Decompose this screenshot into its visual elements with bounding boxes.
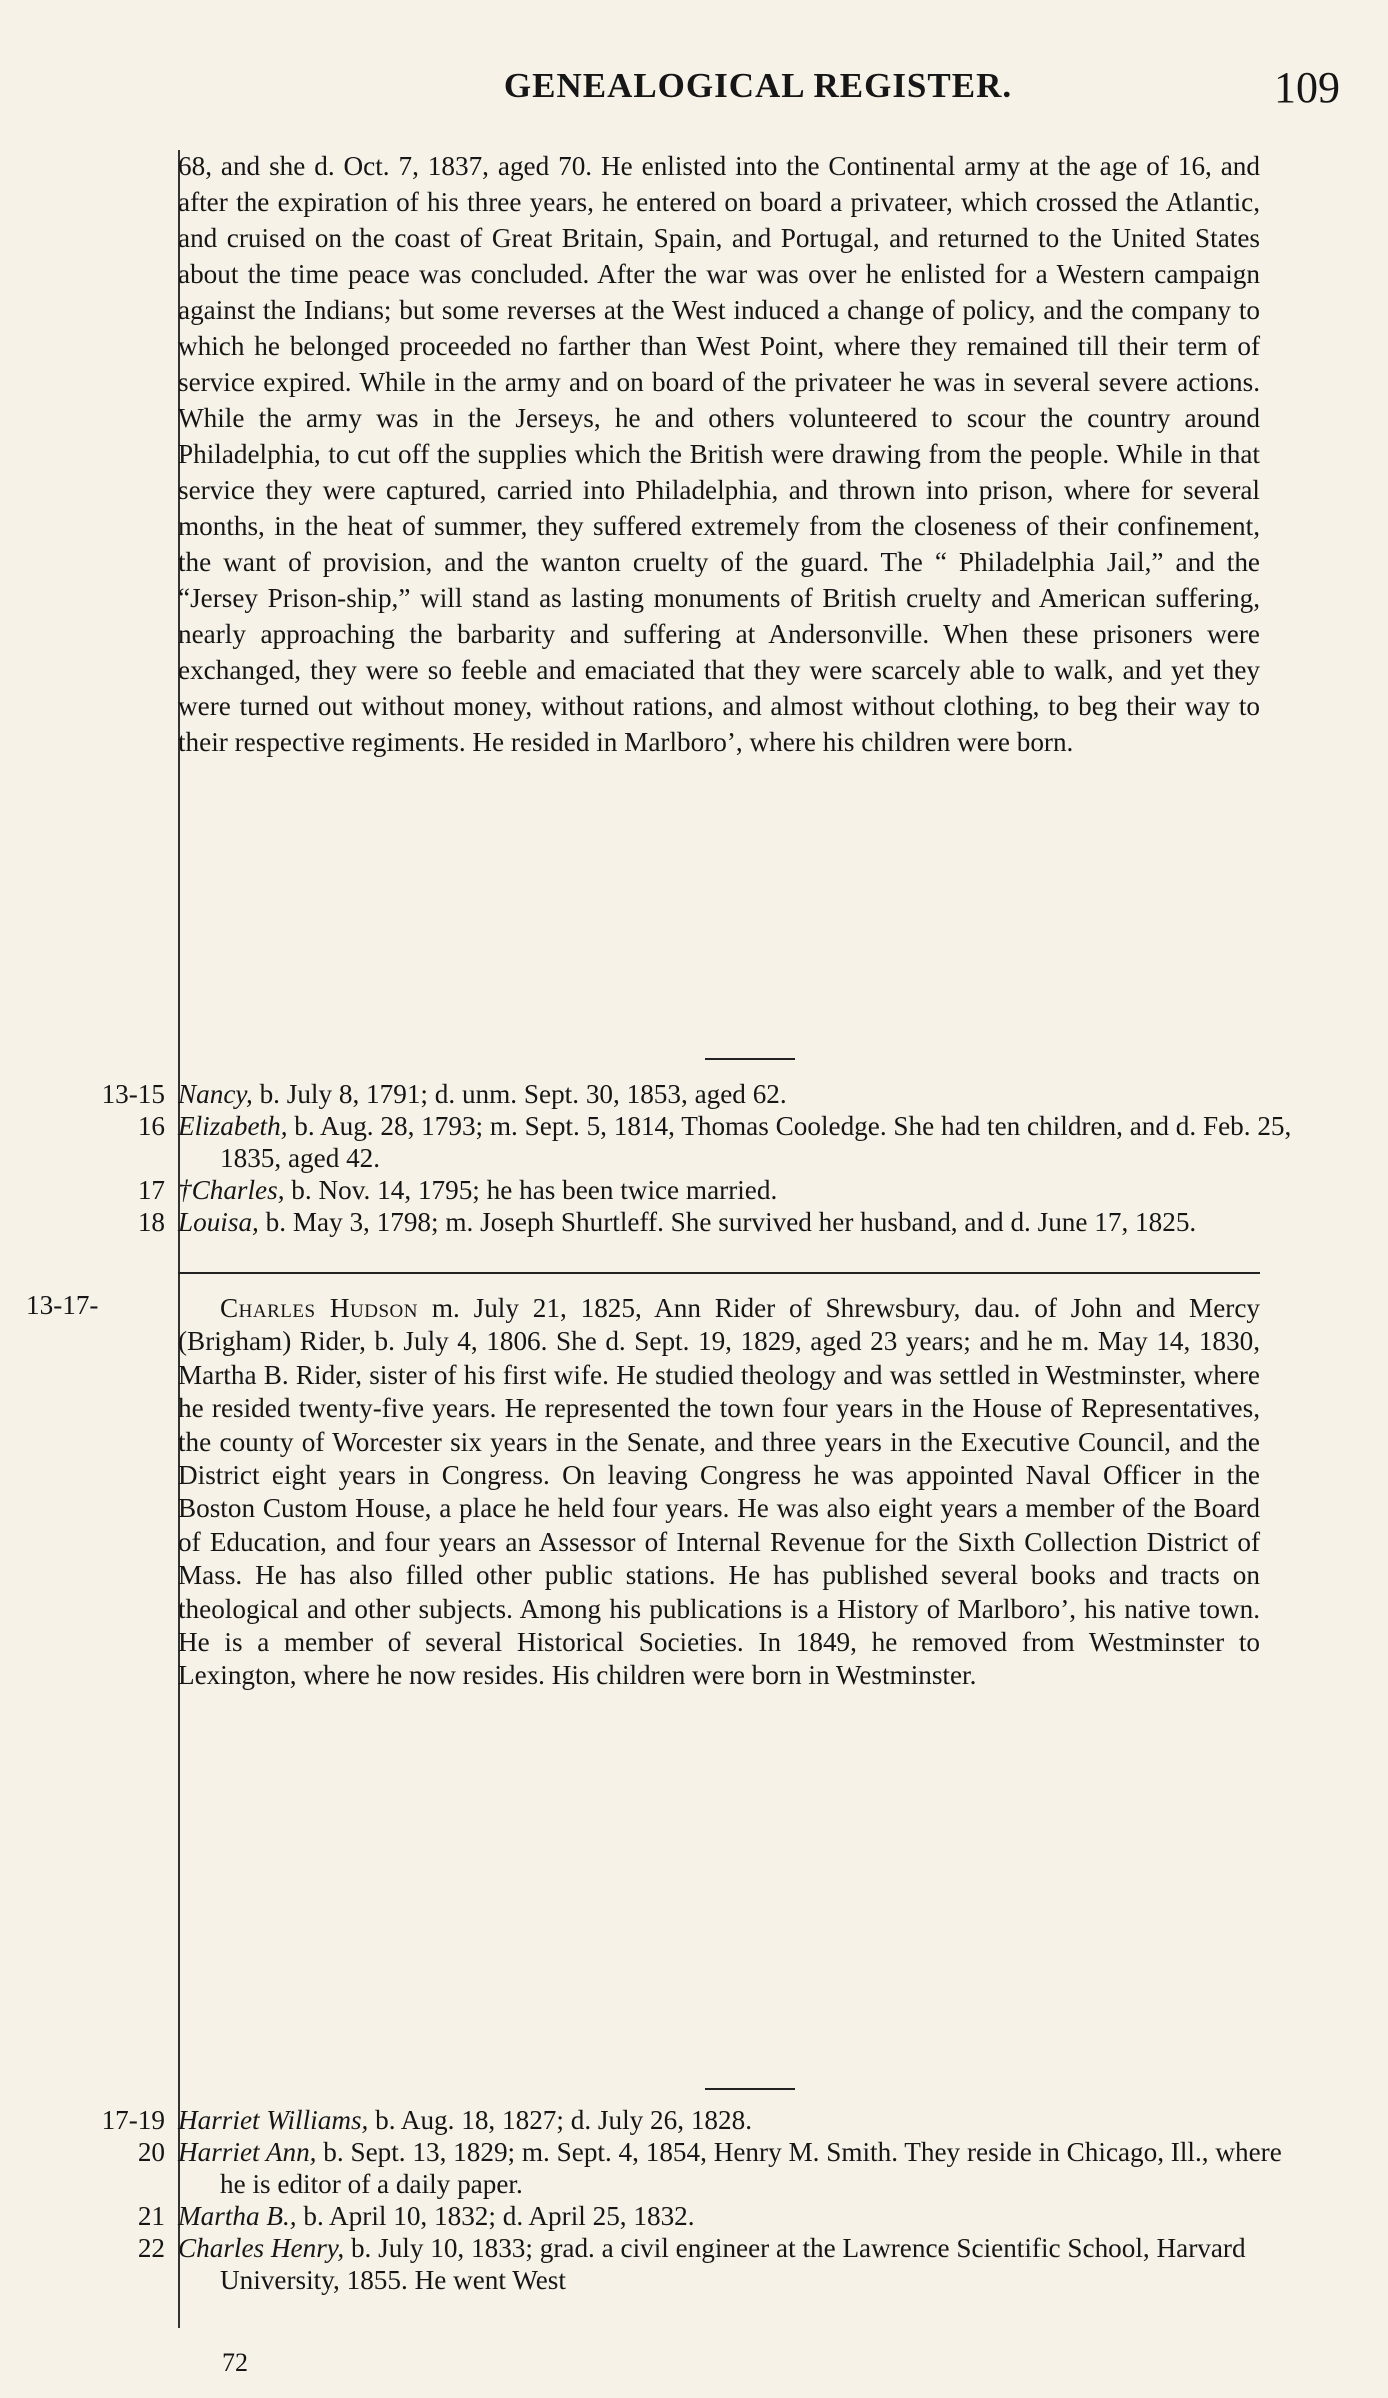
entry-number: 22	[137, 2233, 165, 2263]
entry-text: b. July 10, 1833; grad. a civil engineer at the Lawrence Scientific School, Harvard University, 1855. He went West	[220, 2233, 1246, 2295]
list-item	[0, 2232, 1388, 2296]
entry-name: Harriet Williams,	[178, 2105, 369, 2135]
entry-number: 17	[137, 1175, 165, 1205]
divider-short-2	[705, 2088, 795, 2090]
list-item	[0, 1174, 1388, 1206]
running-head: GENEALOGICAL REGISTER.	[503, 66, 1013, 105]
paragraph-charles-hudson	[178, 1292, 1260, 1693]
entry-text: b. Sept. 13, 1829; m. Sept. 4, 1854, Henry M. Smith. They reside in Chicago, Ill., where he is editor of a daily paper.	[220, 2137, 1282, 2199]
entry-number: 17-19	[101, 2105, 165, 2135]
children-list-2	[0, 2104, 1388, 2296]
entry-name: Charles Henry,	[178, 2233, 345, 2263]
entry-text: b. Aug. 28, 1793; m. Sept. 5, 1814, Thomas Cooledge. She had ten children, and d. Feb. 25, 1835, aged 42.	[220, 1111, 1292, 1173]
children-list-1	[0, 1078, 1388, 1238]
paragraph-intro: 68, and she d. Oct. 7, 1837, aged 70. He enlisted into the Continental army at the age of 16, and after the expiration of his three years, he entered on board a privateer, which crossed the Atlantic, and cruised on the coast of Great Britain, Spain, and Portugal, and returned to the United States about the time peace was concluded. After the war was over he enlisted for a Western campaign against the Indians; but some reverses at the West induced a change of policy, and the company to which he belonged proceeded no farther than West Point, where they remained till their term of service expired. While in the army and on board of the privateer he was in several severe actions. While the army was in the Jerseys, he and others volunteered to scour the country around Philadelphia, to cut off the supplies which the British were drawing from the people. While in that service they were captured, carried into Philadelphia, and thrown into prison, where for several months, in the heat of summer, they suffered extremely from the closeness of their confinement, the want of provision, and the wanton cruelty of the guard. The “ Philadelphia Jail,” and the “Jersey Prison-ship,” will stand as lasting monuments of British cruelty and American suffering, nearly approaching the barbarity and suffering at Andersonville. When these prisoners were exchanged, they were so feeble and emaciated that they were scarcely able to walk, and yet they were turned out without money, without rations, and almost without clothing, to beg their way to their respective regiments. He resided in Marlboro’, where his children were born.	[178, 151, 1260, 757]
entry-name: Harriet Ann,	[178, 2137, 317, 2167]
entry-number: 13-15	[101, 1079, 165, 1109]
entry-name: †Charles,	[178, 1175, 285, 1205]
entry-text: b. April 10, 1832; d. April 25, 1832.	[296, 2201, 695, 2231]
page-number: 109	[1274, 63, 1340, 112]
list-item	[0, 1206, 1388, 1238]
section-text: m. July 21, 1825, Ann Rider of Shrewsbury, dau. of John and Mercy (Brigham) Rider, b. July 4, 1806. She d. Sept. 19, 1829, aged 23 years; and he m. May 14, 1830, Martha B. Rider, sister of his first wife. He studied theology and was settled in Westminster, where he resided twenty-five years. He represented the town four years in the House of Representatives, the county of Worcester six years in the Senate, and three years in the Executive Council, and the District eight years in Congress. On leaving Congress he was appointed Naval Officer in the Boston Custom House, a place he held four years. He was also eight years a member of the Board of Education, and four years an Assessor of Internal Revenue for the Sixth Collection District of Mass. He has also filled other public stations. He has published several books and tracts on theological and other subjects. Among his publications is a History of Marlboro’, his native town. He is a member of several Historical Societies. In 1849, he removed from Westminster to Lexington, where he now resides. His children were born in Westminster.	[178, 1293, 1260, 1691]
entry-text: b. Aug. 18, 1827; d. July 26, 1828.	[368, 2105, 752, 2135]
list-item	[0, 2104, 1388, 2136]
entry-number: 21	[137, 2201, 165, 2231]
divider-short-1	[705, 1058, 795, 1060]
entry-name: Nancy,	[178, 1079, 253, 1109]
entry-text: b. Nov. 14, 1795; he has been twice married.	[284, 1175, 778, 1205]
list-item	[0, 1110, 1388, 1174]
entry-name: Louisa,	[178, 1207, 259, 1237]
entry-number: 20	[137, 2137, 165, 2167]
list-item	[0, 1078, 1388, 1110]
list-item	[0, 2136, 1388, 2200]
signature-mark: 72	[222, 2348, 248, 2377]
divider-long	[178, 1272, 1260, 1274]
section-number: 13-17-	[26, 1290, 99, 1320]
entry-number: 16	[137, 1111, 165, 1141]
entry-name: Elizabeth,	[178, 1111, 288, 1141]
entry-text: b. July 8, 1791; d. unm. Sept. 30, 1853, aged 62.	[252, 1079, 787, 1109]
list-item	[0, 2200, 1388, 2232]
entry-text: b. May 3, 1798; m. Joseph Shurtleff. She survived her husband, and d. June 17, 1825.	[258, 1207, 1197, 1237]
entry-number: 18	[137, 1207, 165, 1237]
page-header	[176, 63, 1340, 122]
entry-name: Martha B.,	[178, 2201, 297, 2231]
section-lead-name: Charles Hudson	[220, 1293, 418, 1323]
